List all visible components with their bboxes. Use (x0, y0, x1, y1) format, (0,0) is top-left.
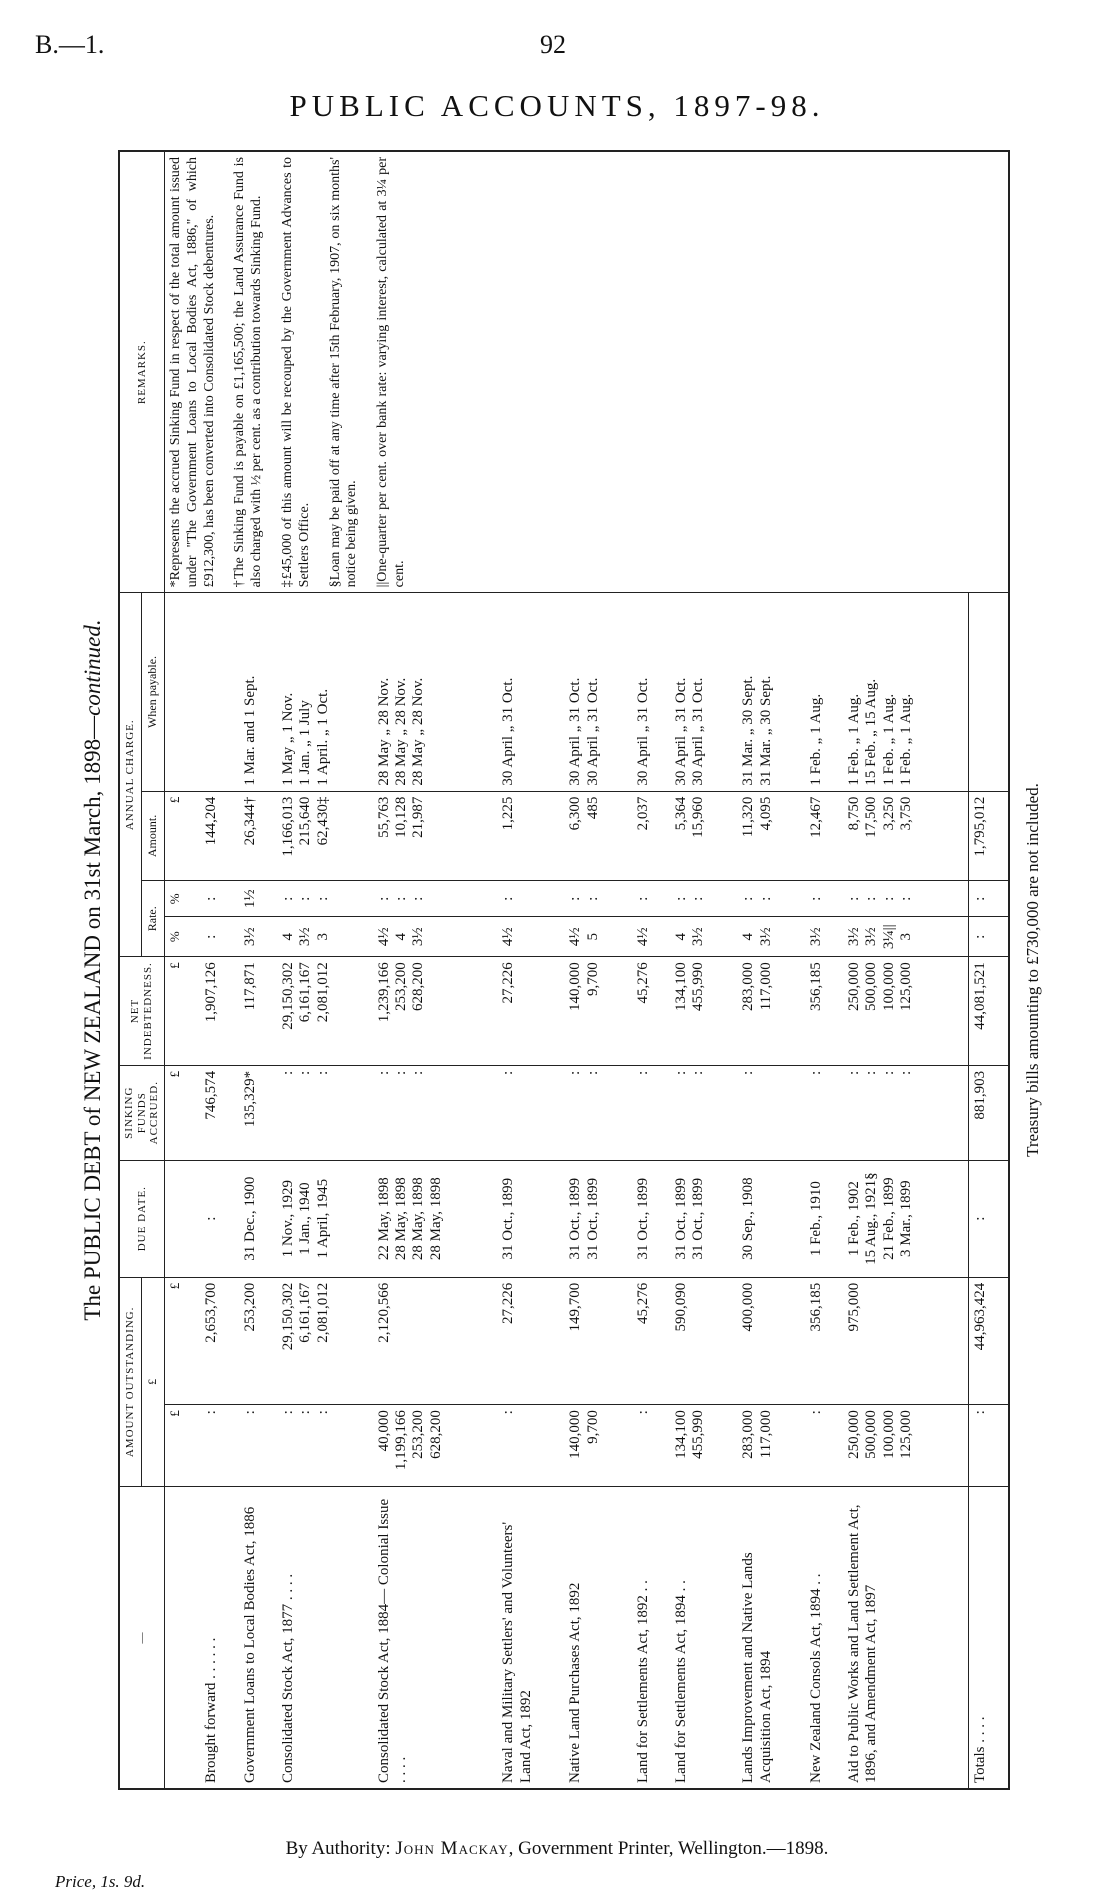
amount-detail: 140,000 9,700 (564, 1405, 631, 1487)
amount-detail: : (497, 1405, 564, 1487)
amount-detail: : (239, 1405, 278, 1487)
amount-detail: : (805, 1405, 844, 1487)
col-rate: Rate. (141, 881, 164, 957)
totals-due-date: : (968, 1160, 1009, 1277)
col-when-payable: When payable. (141, 593, 164, 791)
remarks-cell (164, 151, 1009, 593)
amount-detail: : : : (277, 1405, 373, 1487)
net-indebtedness: 117,871 (239, 957, 278, 1066)
sinking-fund: : : : : (843, 1065, 968, 1160)
amount-total: 590,090 (670, 1277, 737, 1404)
totals-label: Totals . . . . (968, 1487, 1009, 1789)
amount-detail: 134,100 455,990 (670, 1405, 737, 1487)
amount-total: 253,200 (239, 1277, 278, 1404)
when-payable: 31 Mar. „ 30 Sept. 31 Mar. „ 30 Sept. (737, 593, 804, 791)
authority-prefix: By Authority: (285, 1838, 396, 1859)
units-row (164, 151, 200, 1789)
due-date: 31 Oct., 1899 31 Oct., 1899 (670, 1160, 737, 1277)
row-description: Naval and Military Settlers' and Volunteers' Land Act, 1892 (497, 1487, 564, 1789)
sinking-rate: : (497, 881, 564, 917)
remark-note: §Loan may be paid off at any time after 15th February, 1907, on six months' notice being given. (327, 157, 360, 588)
net-indebtedness: 250,000 500,000 100,000 125,000 (843, 957, 968, 1066)
interest-rate: 3½ (239, 917, 278, 957)
when-payable: 28 May „ 28 Nov. 28 May „ 28 Nov. 28 May „ 28 Nov. (373, 593, 497, 791)
totals-sinking-funds: 881,903 (968, 1065, 1009, 1160)
annual-amount: 8,750 17,500 3,250 3,750 (843, 791, 968, 881)
row-description: Government Loans to Local Bodies Act, 1886 (239, 1487, 278, 1789)
when-payable: 30 April „ 31 Oct. (497, 593, 564, 791)
sinking-rate: 1½ (239, 881, 278, 917)
net-indebtedness: 283,000 117,000 (737, 957, 804, 1066)
amount-total: 975,000 (843, 1277, 968, 1404)
when-payable: 1 Feb. „ 1 Aug. (805, 593, 844, 791)
sinking-fund: : (805, 1065, 844, 1160)
totals-annual-amount: 1,795,012 (968, 791, 1009, 881)
amount-detail: : (632, 1405, 671, 1487)
annual-amount: 5,364 15,960 (670, 791, 737, 881)
col-sinking-funds: SINKING FUNDS ACCRUED. (119, 1065, 164, 1160)
interest-rate: 4½ (497, 917, 564, 957)
when-payable: 1 Feb. „ 1 Aug. 15 Feb. „ 15 Aug. 1 Feb. „ 1 Aug. 1 Feb. „ 1 Aug. (843, 593, 968, 791)
amount-total: 400,000 (737, 1277, 804, 1404)
interest-rate: 4 3½ (670, 917, 737, 957)
remark-note: ||One-quarter per cent. over bank rate: varying interest, calculated at 3¼ per cent. (375, 157, 407, 588)
sinking-rate: : : (737, 881, 804, 917)
net-indebtedness: 356,185 (805, 957, 844, 1066)
amount-detail: 40,000 1,199,166 253,200 628,200 (373, 1405, 497, 1487)
due-date: 1 Feb., 1910 (805, 1160, 844, 1277)
due-date: : (200, 1160, 239, 1277)
interest-rate: 4 3½ (737, 917, 804, 957)
annual-amount: 55,763 10,128 21,987 (373, 791, 497, 881)
row-description: Lands Improvement and Native Lands Acquisition Act, 1894 (737, 1487, 804, 1789)
row-description: Consolidated Stock Act, 1877 . . . . (277, 1487, 373, 1789)
remark-note: †The Sinking Fund is payable on £1,165,500; the Land Assurance Fund is also charged with ½ per cent. as a contribution towards Sinking Fund. (232, 157, 265, 588)
col-amount-outstanding: AMOUNT OUTSTANDING. (119, 1277, 141, 1486)
sinking-fund: : (497, 1065, 564, 1160)
when-payable: 1 Mar. and 1 Sept. (239, 593, 278, 791)
remark-note: *Represents the accrued Sinking Fund in respect of the total amount issued under "The Government Loans to Local Bodies Act, 1886," of which £912,300, has been converted into Consolidated Stock debentures. (167, 157, 217, 588)
page-number: 92 (540, 30, 566, 59)
annual-amount: 144,204 (200, 791, 239, 881)
sinking-fund: : : : (373, 1065, 497, 1160)
annual-amount: 11,320 4,095 (737, 791, 804, 881)
row-description: Consolidated Stock Act, 1884— Colonial Issue . . . . (373, 1487, 497, 1789)
unit-pound: £ (164, 1405, 200, 1487)
col-description: — (119, 1487, 164, 1789)
sinking-rate: : : (670, 881, 737, 917)
totals-int: : (968, 917, 1009, 957)
printer-name: John Mackay (395, 1838, 509, 1859)
totals-amount-detail: : (968, 1405, 1009, 1487)
annual-amount: 2,037 (632, 791, 671, 881)
interest-rate: 4½ 4 3½ (373, 917, 497, 957)
when-payable: 30 April „ 31 Oct. 30 April „ 31 Oct. (670, 593, 737, 791)
amount-total: 356,185 (805, 1277, 844, 1404)
net-indebtedness: 1,907,126 (200, 957, 239, 1066)
sinking-rate: : (200, 881, 239, 917)
amount-detail: : (200, 1405, 239, 1487)
amount-total: 2,653,700 (200, 1277, 239, 1404)
col-amount: Amount. (141, 791, 164, 881)
sinking-fund: 135,329* (239, 1065, 278, 1160)
when-payable: 30 April „ 31 Oct. 30 April „ 31 Oct. (564, 593, 631, 791)
due-date: 31 Oct., 1899 (632, 1160, 671, 1277)
public-debt-table (118, 150, 1010, 1790)
interest-rate: 3½ (805, 917, 844, 957)
sinking-fund: : : (564, 1065, 631, 1160)
sinking-rate: : : : (277, 881, 373, 917)
remark-note: ‡£45,000 of this amount will be recouped by the Government Advances to Settlers Office. (279, 157, 312, 588)
sinking-rate: : : (564, 881, 631, 917)
net-indebtedness: 134,100 455,990 (670, 957, 737, 1066)
totals-net-indebtedness: 44,081,521 (968, 957, 1009, 1066)
net-indebtedness: 140,000 9,700 (564, 957, 631, 1066)
net-indebtedness: 29,150,302 6,161,167 2,081,012 (277, 957, 373, 1066)
sinking-fund: : (632, 1065, 671, 1160)
table-caption (80, 150, 106, 1790)
unit-pound: £ (164, 791, 200, 881)
amount-total: 2,120,566 (373, 1277, 497, 1404)
table-caption-main: The PUBLIC DEBT of NEW ZEALAND on 31st March, 1898— (80, 715, 105, 1321)
rotated-table-region (80, 150, 1042, 1790)
interest-rate: 3½ 3½ 3¼|| 3 (843, 917, 968, 957)
col-annual-charge: ANNUAL CHARGE. (119, 593, 141, 957)
sinking-rate: : : : (373, 881, 497, 917)
annual-amount: 1,225 (497, 791, 564, 881)
col-remarks: REMARKS. (119, 151, 164, 593)
row-description: Brought forward . . . . . . (200, 1487, 239, 1789)
row-description: Land for Settlements Act, 1894 . . (670, 1487, 737, 1789)
sinking-fund: : (737, 1065, 804, 1160)
interest-rate: 4½ 5 (564, 917, 631, 957)
amount-total: 27,226 (497, 1277, 564, 1404)
when-payable (200, 593, 239, 791)
amount-detail: 283,000 117,000 (737, 1405, 804, 1487)
annual-amount: 26,344† (239, 791, 278, 881)
col-due-date: DUE DATE. (119, 1160, 164, 1277)
printer-authority (0, 1838, 1114, 1860)
net-indebtedness: 1,239,166 253,200 628,200 (373, 957, 497, 1066)
col-net-indebtedness: NET INDEBTEDNESS. (119, 957, 164, 1066)
amount-total: 149,700 (564, 1277, 631, 1404)
authority-suffix: , Government Printer, Wellington.—1898. (508, 1838, 829, 1859)
due-date: 22 May, 1898 28 May, 1898 28 May, 1898 28 May, 1898 (373, 1160, 497, 1277)
due-date: 31 Oct., 1899 31 Oct., 1899 (564, 1160, 631, 1277)
annual-amount: 1,166,013 215,640 62,430‡ (277, 791, 373, 881)
unit-pound: £ (164, 1065, 200, 1160)
when-payable: 30 April „ 31 Oct. (632, 593, 671, 791)
unit-percent: % (164, 917, 200, 957)
row-description: Native Land Purchases Act, 1892 (564, 1487, 631, 1789)
due-date: 30 Sep., 1908 (737, 1160, 804, 1277)
sinking-fund: : : (670, 1065, 737, 1160)
when-payable: 1 May „ 1 Nov. 1 Jan. „ 1 July 1 April. „ 1 Oct. (277, 593, 373, 791)
table-caption-continued: continued. (80, 619, 105, 716)
col-pound-units: £ (141, 1277, 164, 1486)
row-description: New Zealand Consols Act, 1894 . . (805, 1487, 844, 1789)
due-date: 1 Nov., 1929 1 Jan., 1940 1 April, 1945 (277, 1160, 373, 1277)
amount-detail: 250,000 500,000 100,000 125,000 (843, 1405, 968, 1487)
unit-percent: % (164, 881, 200, 917)
net-indebtedness: 27,226 (497, 957, 564, 1066)
interest-rate: : (200, 917, 239, 957)
annual-amount: 6,300 485 (564, 791, 631, 881)
due-date: 1 Feb., 1902 15 Aug., 1921§ 21 Feb., 1899 3 Mar., 1899 (843, 1160, 968, 1277)
annual-amount: 12,467 (805, 791, 844, 881)
row-description: Land for Settlements Act, 1892 . . (632, 1487, 671, 1789)
document-code: B.—1. (35, 30, 105, 59)
interest-rate: 4½ (632, 917, 671, 957)
sinking-rate: : : : : (843, 881, 968, 917)
amount-total: 29,150,302 6,161,167 2,081,012 (277, 1277, 373, 1404)
amount-total: 45,276 (632, 1277, 671, 1404)
treasury-footnote: Treasury bills amounting to £730,000 are not included. (1023, 783, 1042, 1157)
unit-pound: £ (164, 1277, 200, 1404)
price-note: Price, 1s. 9d. (55, 1872, 146, 1891)
sinking-fund: : : : (277, 1065, 373, 1160)
due-date: 31 Dec., 1900 (239, 1160, 278, 1277)
page-title: PUBLIC ACCOUNTS, 1897-98. (289, 88, 825, 123)
unit-pound: £ (164, 957, 200, 1066)
net-indebtedness: 45,276 (632, 957, 671, 1066)
interest-rate: 4 3½ 3 (277, 917, 373, 957)
due-date: 31 Oct., 1899 (497, 1160, 564, 1277)
row-description: Aid to Public Works and Land Settlement Act, 1896, and Amendment Act, 1897 (843, 1487, 968, 1789)
sinking-fund: 746,574 (200, 1065, 239, 1160)
sinking-rate: : (632, 881, 671, 917)
totals-sf: : (968, 881, 1009, 917)
sinking-rate: : (805, 881, 844, 917)
totals-amount-outstanding: 44,963,424 (968, 1277, 1009, 1404)
